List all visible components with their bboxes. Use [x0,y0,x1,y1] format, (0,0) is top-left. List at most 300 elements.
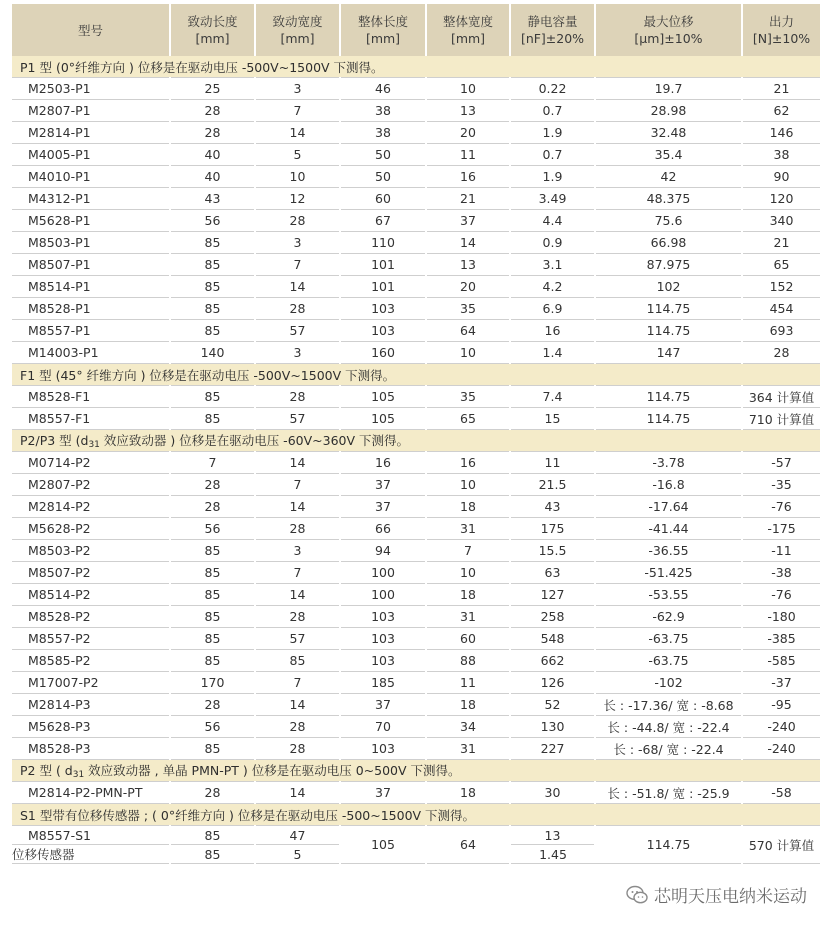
subscript: 31 [72,770,85,780]
value-cell: 28 [255,210,340,232]
value-cell: 85 [170,320,255,342]
value-cell: 21 [742,232,820,254]
value-cell: 7 [255,562,340,584]
column-header-unit: [μm]±10% [634,31,703,46]
wechat-icon [626,885,648,905]
value-cell: 28.98 [595,100,742,122]
value-cell: 43 [510,496,595,518]
value-cell: 160 [340,342,426,364]
value-cell: 52 [510,694,595,716]
value-cell: 85 [170,628,255,650]
value-cell: -63.75 [595,650,742,672]
table-body [12,56,820,864]
value-cell: 3 [255,342,340,364]
section-row [12,430,820,452]
value-cell: 85 [170,298,255,320]
subscript: 31 [88,440,100,450]
value-cell: 40 [170,166,255,188]
value-cell: 103 [340,298,426,320]
model-cell: M4005-P1 [12,144,170,166]
value-cell: 57 [255,628,340,650]
value-cell: 140 [170,342,255,364]
section-row [12,56,820,78]
value-cell: 227 [510,738,595,760]
value-cell: 114.75 [595,320,742,342]
value-cell: 85 [170,276,255,298]
value-cell: 7 [255,672,340,694]
model-cell: M8528-P1 [12,298,170,320]
value-cell: 105 [340,386,426,408]
value-cell: 16 [510,320,595,342]
value-cell: 62 [742,100,820,122]
value-cell: 65 [742,254,820,276]
value-cell: -37 [742,672,820,694]
value-cell: -17.64 [595,496,742,518]
value-cell: 114.75 [595,298,742,320]
value-cell: -95 [742,694,820,716]
value-cell: -36.55 [595,540,742,562]
value-cell: 14 [255,782,340,804]
value-cell: 12 [255,188,340,210]
model-cell: M4312-P1 [12,188,170,210]
value-cell: -62.9 [595,606,742,628]
model-cell: M8507-P2 [12,562,170,584]
section-row [12,364,820,386]
value-cell: 28 [255,606,340,628]
value-cell: 37 [340,474,426,496]
value-cell: 30 [510,782,595,804]
value-cell: 101 [340,254,426,276]
model-cell: M0714-P2 [12,452,170,474]
value-cell: 19.7 [595,78,742,100]
value-cell: -11 [742,540,820,562]
value-cell: 14 [255,276,340,298]
value-cell: 长 : -44.8/ 宽 : -22.4 [595,716,742,738]
value-cell: -240 [742,716,820,738]
value-cell: 85 [170,386,255,408]
section-title-text: 效应致动器 , 单晶 PMN-PT ) 位移是在驱动电压 0~500V 下测得。 [84,763,461,778]
table-row [12,694,820,716]
column-header-name: 静电容量 [527,14,578,29]
value-cell: 3.1 [510,254,595,276]
value-cell: -102 [595,672,742,694]
table-row [12,540,820,562]
value-cell: 364 计算值 [742,386,820,408]
section-row [12,760,820,782]
model-cell: M5628-P3 [12,716,170,738]
value-cell: 16 [340,452,426,474]
value-cell: 35 [426,298,510,320]
value-cell: 127 [510,584,595,606]
value-cell: 20 [426,276,510,298]
value-cell: 662 [510,650,595,672]
value-cell: 10 [426,562,510,584]
section-title [12,364,820,386]
value-cell: 85 [170,845,255,864]
table-row [12,782,820,804]
value-cell: -3.78 [595,452,742,474]
value-cell: 60 [426,628,510,650]
value-cell: 47 [255,826,340,845]
table-row [12,100,820,122]
value-cell: 38 [340,100,426,122]
value-cell: 152 [742,276,820,298]
value-cell: 长 : -51.8/ 宽 : -25.9 [595,782,742,804]
section-title [12,760,820,782]
model-cell: M8514-P1 [12,276,170,298]
value-cell: 34 [426,716,510,738]
model-cell: M8585-P2 [12,650,170,672]
value-cell: 114.75 [595,408,742,430]
table-row [12,276,820,298]
value-cell: 170 [170,672,255,694]
value-cell: 64 [426,320,510,342]
section-row [12,804,820,826]
value-cell: 56 [170,210,255,232]
table-row [12,298,820,320]
value-cell: 0.7 [510,144,595,166]
value-cell: 13 [426,100,510,122]
value-cell: 85 [170,650,255,672]
value-cell: 3 [255,78,340,100]
value-cell: 28 [255,518,340,540]
column-header [12,4,170,56]
column-header [255,4,340,56]
value-cell: 60 [340,188,426,210]
value-cell: -63.75 [595,628,742,650]
model-cell: M8557-P1 [12,320,170,342]
value-cell: -53.55 [595,584,742,606]
value-cell: 114.75 [595,386,742,408]
model-cell: M8528-P2 [12,606,170,628]
spec-table [12,4,820,864]
table-row [12,166,820,188]
table-row [12,254,820,276]
column-header-unit: [N]±10% [752,31,811,46]
value-cell: 85 [170,738,255,760]
table-row [12,232,820,254]
table-row [12,452,820,474]
value-cell: 548 [510,628,595,650]
model-cell: M8507-P1 [12,254,170,276]
value-cell: 43 [170,188,255,210]
column-header-name: 型号 [77,22,103,38]
model-cell: M2814-P3 [12,694,170,716]
value-cell: 147 [595,342,742,364]
value-cell: 340 [742,210,820,232]
value-cell: 85 [170,254,255,276]
model-cell: M8503-P2 [12,540,170,562]
section-title [12,430,820,452]
value-cell: 37 [340,694,426,716]
value-cell: 0.22 [510,78,595,100]
table-row [12,210,820,232]
value-cell: 85 [170,606,255,628]
value-cell: 37 [426,210,510,232]
value-cell: 14 [255,496,340,518]
table-row [12,496,820,518]
value-cell: 31 [426,738,510,760]
value-cell: 87.975 [595,254,742,276]
value-cell: 5 [255,845,340,864]
model-cell: M8503-P1 [12,232,170,254]
value-cell: 31 [426,606,510,628]
value-cell: 105 [340,408,426,430]
value-cell: 28 [742,342,820,364]
value-cell: 70 [340,716,426,738]
value-cell: 7 [255,100,340,122]
section-title [12,804,820,826]
value-cell: 42 [595,166,742,188]
value-cell: 120 [742,188,820,210]
value-cell: 1.9 [510,122,595,144]
value-cell: 38 [340,122,426,144]
section-title-text: P1 型 (0°纤维方向 ) 位移是在驱动电压 -500V~1500V 下测得。 [20,59,384,75]
value-cell: 102 [595,276,742,298]
table-row [12,144,820,166]
model-cell: M8557-F1 [12,408,170,430]
value-cell: 126 [510,672,595,694]
value-cell: 7 [255,474,340,496]
section-title-text: S1 型带有位移传感器 ; ( 0°纤维方向 ) 位移是在驱动电压 -500~1500V 下测得。 [20,807,476,823]
value-cell: 1.4 [510,342,595,364]
value-cell: 103 [340,320,426,342]
value-cell: 28 [255,716,340,738]
value-cell: 28 [255,298,340,320]
table-row [12,386,820,408]
column-header-unit: [mm] [280,31,315,46]
value-cell: 14 [255,584,340,606]
value-cell: -385 [742,628,820,650]
value-cell: 693 [742,320,820,342]
value-cell: 57 [255,320,340,342]
column-header [426,4,510,56]
value-cell: 18 [426,694,510,716]
value-cell: 16 [426,452,510,474]
value-cell: 21.5 [510,474,595,496]
value-cell: 11 [510,452,595,474]
value-cell: 66 [340,518,426,540]
table-row [12,826,820,845]
value-cell: 63 [510,562,595,584]
column-header-unit: [nF]±20% [520,31,585,46]
value-cell: 1.45 [510,845,595,864]
value-cell: 7 [170,452,255,474]
watermark [626,882,807,907]
value-cell: 3.49 [510,188,595,210]
value-cell: 103 [340,606,426,628]
table-row [12,474,820,496]
value-cell: 38 [742,144,820,166]
section-title-text: P2/P3 型 (d [20,433,89,448]
table-row [12,628,820,650]
value-cell: 103 [340,650,426,672]
value-cell: 长 : -68/ 宽 : -22.4 [595,738,742,760]
value-cell: 454 [742,298,820,320]
value-cell: 85 [170,562,255,584]
value-cell: -180 [742,606,820,628]
value-cell: 20 [426,122,510,144]
table-row [12,518,820,540]
value-cell: -41.44 [595,518,742,540]
value-cell: 175 [510,518,595,540]
table-row [12,408,820,430]
value-cell: 146 [742,122,820,144]
value-cell: 6.9 [510,298,595,320]
value-cell: 110 [340,232,426,254]
value-cell: -51.425 [595,562,742,584]
model-cell: M8514-P2 [12,584,170,606]
value-cell: 88 [426,650,510,672]
value-cell: 14 [255,694,340,716]
model-cell: M8557-P2 [12,628,170,650]
table-row [12,650,820,672]
value-cell: 185 [340,672,426,694]
value-cell: 85 [170,584,255,606]
value-cell: 5 [255,144,340,166]
model-cell: M2807-P1 [12,100,170,122]
value-cell: 56 [170,518,255,540]
value-cell: 长 : -17.36/ 宽 : -8.68 [595,694,742,716]
value-cell: 67 [340,210,426,232]
model-cell: M2807-P2 [12,474,170,496]
value-cell: 0.7 [510,100,595,122]
value-cell: 130 [510,716,595,738]
value-cell: 103 [340,738,426,760]
value-cell: 48.375 [595,188,742,210]
value-cell: 3 [255,232,340,254]
value-cell: -38 [742,562,820,584]
table-row [12,584,820,606]
value-cell: 46 [340,78,426,100]
value-cell: 28 [170,474,255,496]
value-cell: 4.4 [510,210,595,232]
value-cell: 258 [510,606,595,628]
column-header-unit: [mm] [195,31,230,46]
value-cell: 11 [426,672,510,694]
model-cell: M2814-P2-PMN-PT [12,782,170,804]
value-cell: 1.9 [510,166,595,188]
column-header [595,4,742,56]
value-cell: 25 [170,78,255,100]
value-cell: 18 [426,584,510,606]
value-cell: 28 [170,782,255,804]
table-row [12,716,820,738]
column-header-name: 整体长度 [357,14,408,29]
value-cell: 85 [170,232,255,254]
value-cell: -585 [742,650,820,672]
value-cell: 50 [340,166,426,188]
model-cell: M2814-P1 [12,122,170,144]
value-cell: -76 [742,584,820,606]
value-cell: 14 [426,232,510,254]
value-cell: 85 [170,408,255,430]
value-cell: 56 [170,716,255,738]
value-cell: -240 [742,738,820,760]
value-cell: 28 [255,738,340,760]
value-cell: 18 [426,496,510,518]
value-cell: 64 [426,826,510,864]
value-cell: 28 [255,386,340,408]
value-cell: 10 [426,78,510,100]
value-cell: 65 [426,408,510,430]
value-cell: 13 [510,826,595,845]
value-cell: 40 [170,144,255,166]
model-cell: M8528-F1 [12,386,170,408]
value-cell: 0.9 [510,232,595,254]
value-cell: 18 [426,782,510,804]
model-cell: M2503-P1 [12,78,170,100]
value-cell: 3 [255,540,340,562]
column-header-name: 整体宽度 [442,14,493,29]
column-header-name: 出力 [768,14,794,29]
value-cell: 114.75 [595,826,742,864]
section-title-text: P2 型 ( d [20,763,73,778]
value-cell: 28 [170,122,255,144]
table-header [12,4,820,56]
value-cell: 105 [340,826,426,864]
value-cell: 7 [255,254,340,276]
value-cell: 28 [170,496,255,518]
table-row [12,562,820,584]
value-cell: 21 [426,188,510,210]
value-cell: 10 [426,342,510,364]
value-cell: 85 [170,540,255,562]
value-cell: 35 [426,386,510,408]
column-header [170,4,255,56]
sensor-label-cell: 位移传感器 [12,845,170,864]
value-cell: 4.2 [510,276,595,298]
value-cell: 85 [170,826,255,845]
column-header-name: 最大位移 [643,14,694,29]
value-cell: 16 [426,166,510,188]
value-cell: 14 [255,122,340,144]
value-cell: -76 [742,496,820,518]
value-cell: 11 [426,144,510,166]
watermark-text: 芯明天压电纳米运动 [654,887,807,907]
value-cell: -35 [742,474,820,496]
table-row [12,78,820,100]
value-cell: 28 [170,100,255,122]
value-cell: 710 计算值 [742,408,820,430]
value-cell: 100 [340,562,426,584]
value-cell: -57 [742,452,820,474]
model-cell: M5628-P2 [12,518,170,540]
value-cell: 75.6 [595,210,742,232]
column-header [742,4,820,56]
value-cell: 32.48 [595,122,742,144]
value-cell: 50 [340,144,426,166]
column-header-unit: [mm] [450,31,486,46]
table-row [12,122,820,144]
value-cell: -16.8 [595,474,742,496]
value-cell: -58 [742,782,820,804]
value-cell: 90 [742,166,820,188]
table-row [12,342,820,364]
value-cell: 94 [340,540,426,562]
model-cell: M14003-P1 [12,342,170,364]
column-header [510,4,595,56]
section-title [12,56,820,78]
model-cell: M17007-P2 [12,672,170,694]
value-cell: 15.5 [510,540,595,562]
value-cell: 31 [426,518,510,540]
value-cell: 37 [340,496,426,518]
model-cell: M8528-P3 [12,738,170,760]
value-cell: 103 [340,628,426,650]
section-title-text: F1 型 (45° 纤维方向 ) 位移是在驱动电压 -500V~1500V 下测得。 [20,367,396,383]
value-cell: 7 [426,540,510,562]
